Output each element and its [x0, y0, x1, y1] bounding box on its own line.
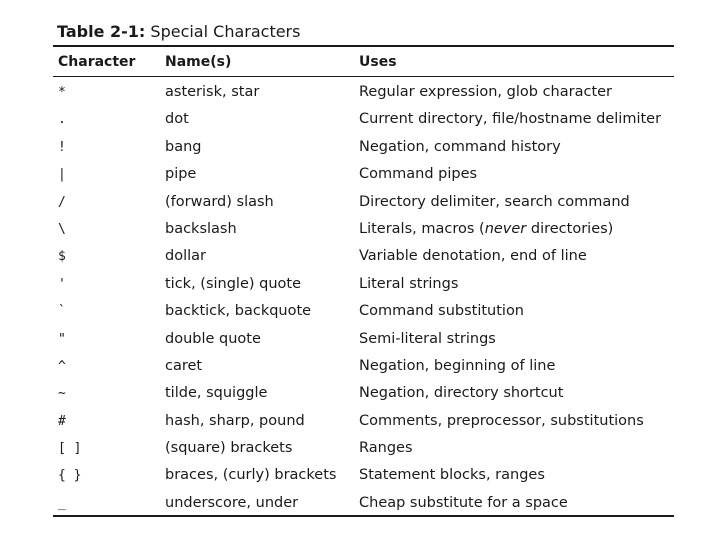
uses-cell	[359, 132, 561, 159]
character-cell: ~	[58, 386, 66, 402]
name-cell: tilde, squiggle	[165, 385, 268, 402]
character-cell: #	[58, 413, 66, 429]
uses-text: Literal strings	[359, 275, 459, 292]
name-cell: tick, (single) quote	[165, 275, 302, 292]
table-caption	[57, 22, 300, 42]
table-row	[53, 296, 674, 323]
name-cell: braces, (curly) brackets	[165, 467, 337, 484]
character-cell: \	[58, 221, 66, 237]
uses-cell	[359, 104, 661, 131]
special-characters-table	[53, 45, 674, 517]
name-cell: dollar	[165, 248, 206, 265]
character-cell: ^	[58, 358, 66, 374]
name-cell: bang	[165, 138, 202, 155]
uses-cell	[359, 406, 644, 433]
character-cell: { }	[58, 468, 82, 484]
character-cell: "	[58, 331, 66, 347]
uses-text: Negation, directory shortcut	[359, 385, 564, 402]
uses-text: Cheap substitute for a space	[359, 494, 568, 511]
table-row	[53, 460, 674, 487]
uses-text: Regular expression, glob character	[359, 84, 613, 100]
uses-text: Negation, beginning of line	[359, 357, 556, 374]
uses-text: Statement blocks, ranges	[359, 467, 545, 484]
name-cell: pipe	[165, 166, 197, 183]
uses-emphasis: never	[484, 220, 527, 237]
character-cell: `	[58, 304, 66, 320]
uses-text: Comments, preprocessor, substitutions	[359, 412, 644, 429]
table-title: Special Characters	[150, 22, 301, 41]
character-cell: |	[58, 167, 66, 183]
table-body	[53, 77, 674, 515]
name-cell: (forward) slash	[165, 193, 274, 210]
uses-cell	[359, 159, 477, 186]
uses-cell	[359, 214, 613, 241]
table-row	[53, 269, 674, 296]
uses-cell	[359, 378, 563, 405]
uses-text: Command substitution	[359, 303, 525, 320]
table-row	[53, 159, 674, 186]
table-row	[53, 433, 674, 460]
table-row	[53, 77, 674, 104]
character-cell: /	[58, 194, 66, 210]
table-row	[53, 351, 674, 378]
table-row	[53, 378, 674, 405]
uses-text: Current directory, file/hostname delimiter	[359, 111, 662, 128]
uses-cell	[359, 351, 555, 378]
uses-cell	[359, 269, 458, 296]
uses-text: Command pipes	[359, 166, 478, 183]
table-number: Table 2-1:	[57, 22, 146, 41]
uses-cell	[359, 488, 568, 515]
table-row	[53, 187, 674, 214]
table-row	[53, 241, 674, 268]
character-cell: .	[58, 112, 66, 128]
table-row	[53, 324, 674, 351]
uses-text: Semi-literal strings	[359, 330, 496, 347]
character-cell: !	[58, 139, 66, 155]
uses-cell	[359, 296, 524, 323]
name-cell: dot	[165, 111, 189, 128]
uses-text: Directory delimiter, search command	[359, 193, 630, 210]
name-cell: double quote	[165, 330, 261, 347]
name-cell: underscore, under	[165, 494, 299, 511]
uses-text: Literals, macros (	[359, 220, 485, 237]
table-row	[53, 214, 674, 241]
table-row	[53, 132, 674, 159]
character-cell: [ ]	[58, 441, 82, 457]
character-cell: *	[58, 85, 66, 100]
table-row	[53, 488, 674, 515]
table-row	[53, 104, 674, 131]
character-cell: '	[58, 276, 66, 292]
column-header-names: Name(s)	[165, 54, 232, 70]
uses-cell	[359, 241, 587, 268]
uses-cell	[359, 460, 545, 487]
name-cell: hash, sharp, pound	[165, 412, 305, 429]
character-cell: _	[58, 495, 66, 511]
uses-text: Negation, command history	[359, 138, 561, 155]
name-cell: caret	[165, 357, 203, 374]
uses-cell	[359, 433, 413, 460]
name-cell: asterisk, star	[165, 84, 260, 100]
uses-text-after: directories)	[526, 220, 614, 237]
name-cell: (square) brackets	[165, 440, 293, 457]
table-row	[53, 406, 674, 433]
name-cell: backslash	[165, 220, 237, 237]
uses-text: Variable denotation, end of line	[359, 248, 587, 265]
table-header-row	[53, 47, 674, 77]
character-cell: $	[58, 249, 66, 265]
column-header-uses: Uses	[359, 54, 397, 70]
column-header-character: Character	[58, 54, 136, 70]
name-cell: backtick, backquote	[165, 303, 312, 320]
uses-cell	[359, 187, 630, 214]
uses-text: Ranges	[359, 440, 413, 457]
uses-cell	[359, 324, 496, 351]
uses-cell	[359, 77, 612, 104]
